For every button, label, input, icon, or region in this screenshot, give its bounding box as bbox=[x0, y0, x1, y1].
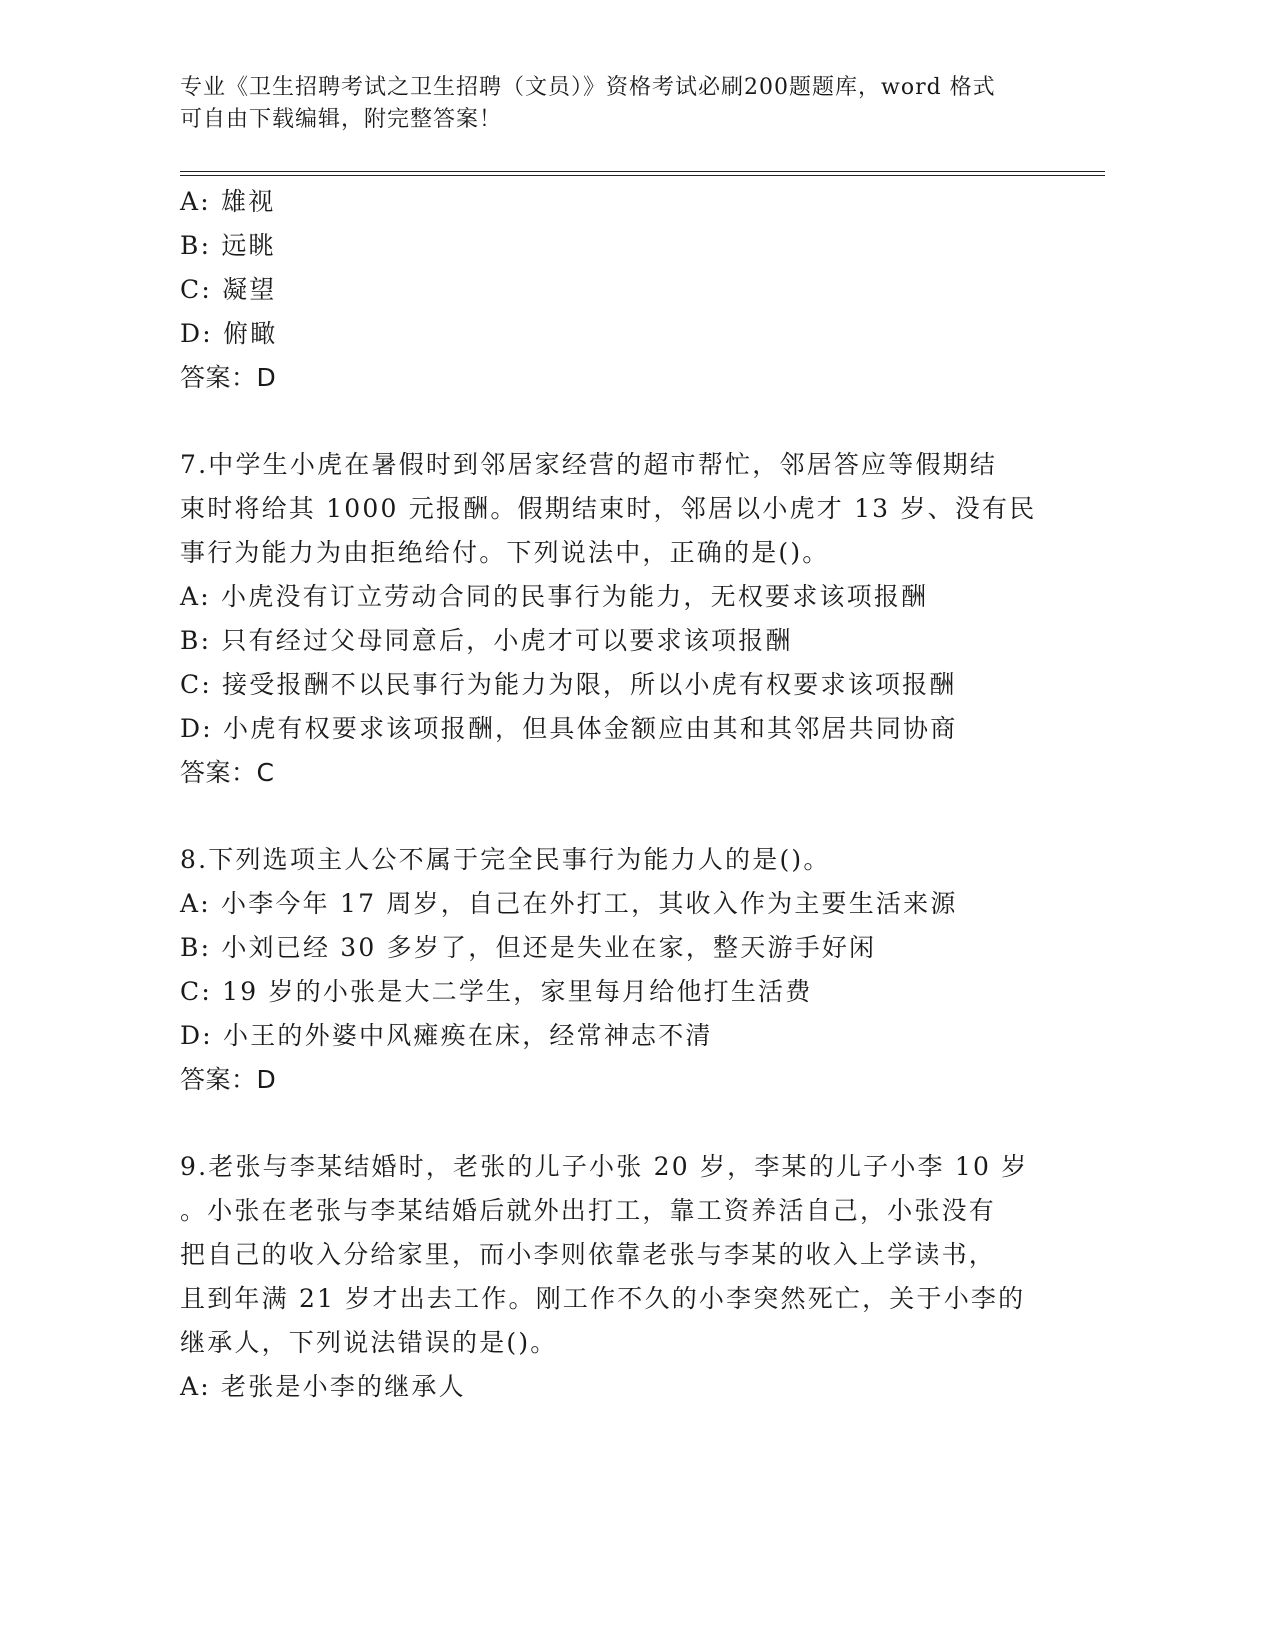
answer-line: 答案：C bbox=[180, 758, 275, 787]
question-stem-line: 9.老张与李某结婚时，老张的儿子小张 20 岁，李某的儿子小李 10 岁 bbox=[180, 1152, 1029, 1181]
header-divider-top bbox=[180, 171, 1105, 172]
header-line-2: 可自由下载编辑，附完整答案！ bbox=[180, 107, 503, 132]
question-6 bbox=[180, 180, 1080, 400]
option-d: D: 小虎有权要求该项报酬，但具体金额应由其和其邻居共同协商 bbox=[180, 714, 958, 743]
answer-line: 答案：D bbox=[180, 1065, 277, 1094]
option-a: A: 老张是小李的继承人 bbox=[180, 1372, 466, 1401]
question-stem-line: 8.下列选项主人公不属于完全民事行为能力人的是()。 bbox=[180, 845, 831, 874]
question-stem-line: 。小张在老张与李某结婚后就外出打工，靠工资养活自己，小张没有 bbox=[180, 1196, 997, 1225]
question-list bbox=[180, 180, 1080, 1409]
question-stem-line: 束时将给其 1000 元报酬。假期结束时，邻居以小虎才 13 岁、没有民 bbox=[180, 494, 1037, 523]
question-9 bbox=[180, 1145, 1080, 1409]
question-stem-line: 且到年满 21 岁才出去工作。刚工作不久的小李突然死亡，关于小李的 bbox=[180, 1284, 1026, 1313]
option-c: C: 接受报酬不以民事行为能力为限，所以小虎有权要求该项报酬 bbox=[180, 670, 957, 699]
question-stem-line: 7.中学生小虎在暑假时到邻居家经营的超市帮忙，邻居答应等假期结 bbox=[180, 450, 998, 479]
option-c: C: 凝望 bbox=[180, 275, 277, 304]
answer-line: 答案：D bbox=[180, 363, 277, 392]
option-d: D: 小王的外婆中风瘫痪在床，经常神志不清 bbox=[180, 1021, 713, 1050]
option-b: B: 远眺 bbox=[180, 231, 276, 260]
question-8 bbox=[180, 838, 1080, 1102]
option-a: A: 雄视 bbox=[180, 187, 276, 216]
question-stem-line: 把自己的收入分给家里，而小李则依靠老张与李某的收入上学读书， bbox=[180, 1240, 997, 1269]
header-line-1: 专业《卫生招聘考试之卫生招聘（文员）》资格考试必刷200题题库，word 格式 bbox=[180, 75, 996, 100]
option-b: B: 只有经过父母同意后，小虎才可以要求该项报酬 bbox=[180, 626, 793, 655]
option-c: C: 19 岁的小张是大二学生，家里每月给他打生活费 bbox=[180, 977, 813, 1006]
option-a: A: 小李今年 17 周岁，自己在外打工，其收入作为主要生活来源 bbox=[180, 889, 958, 918]
document-header bbox=[180, 72, 1040, 136]
header-divider-bottom bbox=[180, 175, 1105, 176]
question-stem-line: 继承人，下列说法错误的是()。 bbox=[180, 1328, 558, 1357]
option-a: A: 小虎没有订立劳动合同的民事行为能力，无权要求该项报酬 bbox=[180, 582, 929, 611]
option-d: D: 俯瞰 bbox=[180, 319, 278, 348]
question-7 bbox=[180, 443, 1080, 795]
question-stem-line: 事行为能力为由拒绝给付。下列说法中，正确的是()。 bbox=[180, 538, 830, 567]
option-b: B: 小刘已经 30 多岁了，但还是失业在家，整天游手好闲 bbox=[180, 933, 877, 962]
